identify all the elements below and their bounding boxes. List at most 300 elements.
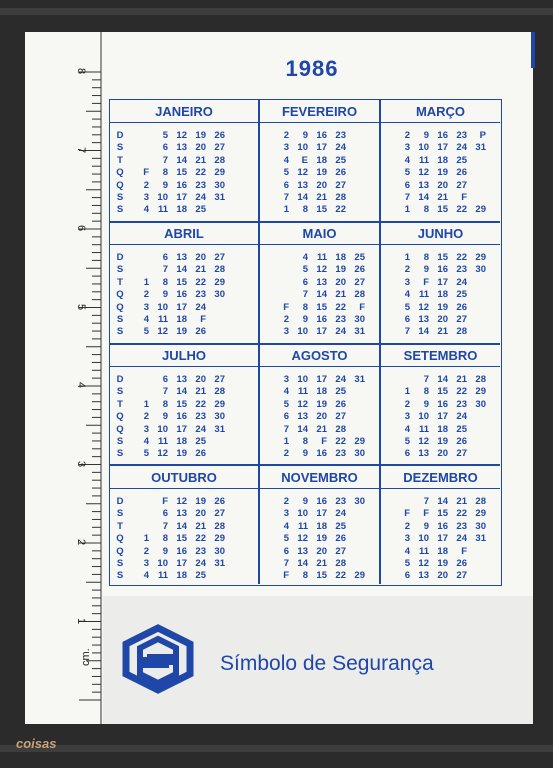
day-number: 24: [335, 508, 346, 520]
day-number: 31: [214, 423, 225, 435]
day-number: F: [423, 276, 429, 288]
day-number: 21: [195, 154, 206, 166]
day-number: 22: [335, 301, 346, 313]
day-number: 6: [283, 411, 289, 423]
weekday-letter: S: [116, 326, 124, 338]
day-number: 27: [335, 411, 346, 423]
day-number: 30: [354, 448, 365, 460]
week-row: [270, 521, 365, 533]
week-row: [130, 411, 225, 423]
day-number: 5: [404, 435, 410, 447]
day-number: 20: [195, 252, 206, 263]
day-number: 15: [437, 508, 448, 520]
day-number: 3: [283, 374, 289, 385]
week-row: [270, 289, 365, 301]
day-number: 16: [316, 496, 327, 507]
ruler-unit: cm.: [80, 648, 92, 666]
day-number: 25: [456, 154, 467, 166]
week-row: [130, 192, 225, 204]
day-number: 8: [423, 386, 429, 398]
day-number: 4: [404, 289, 410, 301]
day-number: 10: [297, 374, 308, 385]
day-number: 30: [214, 289, 225, 301]
day-number: 3: [283, 508, 289, 520]
week-row: [270, 436, 365, 448]
day-number: 13: [176, 508, 187, 520]
day-number: 30: [475, 398, 486, 410]
day-numbers: [270, 496, 365, 583]
day-number: 4: [404, 154, 410, 166]
week-row: [270, 155, 365, 167]
day-number: 20: [316, 411, 327, 423]
weekday-column: [110, 252, 130, 339]
weekday-letter: S: [116, 191, 124, 203]
day-number: 14: [176, 386, 187, 398]
day-number: 27: [214, 252, 225, 263]
ruler-label: 6: [75, 225, 87, 232]
week-row: [130, 314, 225, 326]
day-number: 22: [195, 398, 206, 410]
day-number: 9: [423, 264, 429, 276]
day-number: 21: [437, 191, 448, 203]
month-name: MARÇO: [381, 101, 500, 123]
day-number: 8: [302, 435, 308, 447]
day-number: 6: [162, 374, 168, 385]
day-number: 17: [316, 374, 327, 385]
day-number: 5: [302, 264, 308, 276]
week-row: [391, 277, 486, 289]
day-number: 31: [475, 533, 486, 545]
day-number: 21: [195, 520, 206, 532]
day-number: 11: [418, 154, 429, 166]
week-row: [391, 326, 486, 338]
month-name: AGOSTO: [260, 345, 379, 367]
day-number: 28: [214, 154, 225, 166]
month-name: JANEIRO: [110, 101, 258, 123]
week-row: [130, 204, 225, 216]
brand-tagline: Símbolo de Segurança: [220, 652, 434, 675]
day-number: 13: [176, 374, 187, 385]
day-number: 17: [176, 301, 187, 313]
day-number: E: [301, 154, 308, 166]
day-number: 9: [302, 130, 308, 141]
day-number: 12: [176, 130, 187, 141]
week-row: [391, 436, 486, 448]
day-number: 26: [214, 496, 225, 507]
day-number: 12: [297, 533, 308, 545]
day-number: 12: [176, 496, 187, 507]
day-number: 9: [302, 496, 308, 507]
day-number: 26: [456, 167, 467, 179]
day-number: 18: [316, 386, 327, 398]
week-row: [391, 180, 486, 192]
day-number: 31: [354, 326, 365, 338]
day-number: 24: [195, 423, 206, 435]
week-row: [270, 204, 365, 216]
day-number: 28: [335, 191, 346, 203]
day-number: 2: [404, 264, 410, 276]
day-number: F: [283, 301, 289, 313]
day-number: 12: [418, 167, 429, 179]
day-number: 9: [162, 545, 168, 557]
day-number: 29: [354, 570, 365, 582]
day-number: 26: [335, 398, 346, 410]
day-number: 16: [437, 398, 448, 410]
week-row: [270, 326, 365, 338]
day-number: 20: [437, 313, 448, 325]
day-number: 3: [283, 142, 289, 154]
week-row: [391, 496, 486, 508]
day-number: 26: [195, 448, 206, 460]
day-number: 8: [162, 398, 168, 410]
day-number: 18: [176, 570, 187, 582]
day-number: 20: [335, 276, 346, 288]
day-number: 26: [456, 301, 467, 313]
day-number: 7: [283, 423, 289, 435]
weekday-letter: Q: [116, 411, 124, 423]
day-number: 13: [297, 179, 308, 191]
day-number: 4: [283, 520, 289, 532]
day-number: 6: [283, 179, 289, 191]
week-row: [270, 277, 365, 289]
day-number: 12: [297, 398, 308, 410]
day-number: 10: [297, 326, 308, 338]
day-number: 7: [162, 154, 168, 166]
weekday-letter: Q: [116, 423, 124, 435]
week-row: [130, 570, 225, 582]
day-number: 28: [214, 386, 225, 398]
week-row: [391, 399, 486, 411]
weekday-letter: D: [116, 130, 124, 141]
day-number: 10: [297, 508, 308, 520]
day-number: 10: [157, 191, 168, 203]
day-number: 26: [456, 557, 467, 569]
day-number: 12: [316, 264, 327, 276]
day-number: 16: [316, 130, 327, 141]
week-row: [130, 448, 225, 460]
day-number: 8: [162, 167, 168, 179]
day-number: F: [283, 570, 289, 582]
day-number: 1: [404, 252, 410, 263]
day-number: F: [404, 508, 410, 520]
weekday-letter: D: [116, 252, 124, 263]
weekday-letter: S: [116, 570, 124, 582]
day-number: 21: [316, 191, 327, 203]
day-number: 30: [214, 545, 225, 557]
day-number: 1: [143, 276, 149, 288]
day-number: 29: [475, 252, 486, 263]
day-number: 24: [335, 374, 346, 385]
ruler-label: 7: [75, 146, 87, 153]
day-number: 3: [283, 326, 289, 338]
day-number: 22: [195, 167, 206, 179]
day-number: 8: [162, 276, 168, 288]
week-row: [270, 130, 365, 142]
day-number: 8: [302, 570, 308, 582]
day-number: 22: [335, 570, 346, 582]
weekday-letter: S: [116, 557, 124, 569]
day-number: 25: [195, 204, 206, 216]
day-number: 3: [404, 142, 410, 154]
edge-mark: [531, 32, 535, 68]
week-row: [270, 252, 365, 264]
day-number: 28: [335, 557, 346, 569]
day-number: 19: [316, 533, 327, 545]
day-number: 21: [316, 557, 327, 569]
weekday-letter: D: [116, 374, 124, 385]
day-number: 7: [423, 374, 429, 385]
day-number: 22: [195, 276, 206, 288]
day-number: 4: [143, 435, 149, 447]
day-number: 29: [475, 204, 486, 216]
day-number: 17: [176, 557, 187, 569]
day-number: 20: [195, 374, 206, 385]
day-number: 7: [302, 289, 308, 301]
week-row: [130, 508, 225, 520]
day-number: 18: [437, 545, 448, 557]
day-number: 11: [157, 313, 168, 325]
day-number: 30: [214, 179, 225, 191]
day-number: 19: [335, 264, 346, 276]
week-row: [130, 130, 225, 142]
day-number: 1: [143, 533, 149, 545]
weekday-letter: S: [116, 435, 124, 447]
day-number: 26: [214, 130, 225, 141]
day-number: 8: [302, 301, 308, 313]
day-number: 4: [404, 545, 410, 557]
weekday-letter: S: [116, 264, 124, 276]
day-number: 2: [404, 520, 410, 532]
day-number: 25: [354, 252, 365, 263]
day-number: 1: [404, 204, 410, 216]
day-number: 12: [157, 326, 168, 338]
weekday-letter: S: [116, 204, 124, 216]
day-number: 7: [404, 326, 410, 338]
day-number: 19: [316, 398, 327, 410]
day-number: 14: [297, 557, 308, 569]
day-number: 22: [456, 386, 467, 398]
day-number: 18: [335, 252, 346, 263]
week-row: [270, 546, 365, 558]
day-number: 25: [195, 435, 206, 447]
day-number: 10: [157, 557, 168, 569]
day-number: 28: [456, 326, 467, 338]
day-number: 23: [195, 179, 206, 191]
day-number: 12: [297, 167, 308, 179]
day-number: 6: [404, 448, 410, 460]
day-number: 18: [437, 423, 448, 435]
week-row: [391, 155, 486, 167]
day-number: 24: [456, 142, 467, 154]
day-number: 30: [354, 496, 365, 507]
day-number: 18: [176, 435, 187, 447]
day-number: 16: [316, 313, 327, 325]
day-numbers: [391, 374, 486, 461]
ruler-label: 8: [75, 68, 87, 75]
day-number: 19: [195, 496, 206, 507]
day-number: 20: [437, 448, 448, 460]
day-number: 5: [404, 301, 410, 313]
day-numbers: [391, 130, 486, 217]
day-number: 7: [283, 557, 289, 569]
weekday-letter: Q: [116, 301, 124, 313]
day-number: 8: [162, 533, 168, 545]
day-number: 1: [143, 398, 149, 410]
day-number: 2: [283, 130, 289, 141]
week-row: [391, 302, 486, 314]
day-number: 9: [423, 520, 429, 532]
week-row: [391, 533, 486, 545]
day-number: 9: [423, 398, 429, 410]
day-number: 15: [176, 398, 187, 410]
week-row: [270, 558, 365, 570]
day-number: 24: [335, 142, 346, 154]
week-row: [270, 374, 365, 386]
month-dezembro: [381, 466, 500, 587]
day-number: 2: [283, 313, 289, 325]
week-row: [391, 508, 486, 520]
day-number: 23: [195, 411, 206, 423]
day-number: 16: [176, 289, 187, 301]
day-number: 23: [335, 496, 346, 507]
day-number: 15: [176, 533, 187, 545]
weekday-letter: S: [116, 386, 124, 398]
day-number: 6: [404, 570, 410, 582]
day-number: 29: [475, 386, 486, 398]
day-number: 13: [176, 252, 187, 263]
day-number: 10: [418, 411, 429, 423]
day-number: 15: [437, 386, 448, 398]
day-number: 16: [437, 520, 448, 532]
day-number: 24: [195, 301, 206, 313]
day-number: 20: [437, 179, 448, 191]
day-number: 15: [316, 301, 327, 313]
week-row: [391, 521, 486, 533]
week-row: [391, 374, 486, 386]
day-number: 21: [195, 386, 206, 398]
day-number: 2: [283, 496, 289, 507]
weekday-letter: S: [116, 508, 124, 520]
day-number: 26: [335, 167, 346, 179]
day-number: 27: [214, 142, 225, 154]
day-number: 11: [297, 386, 308, 398]
week-row: [130, 521, 225, 533]
day-numbers: [391, 496, 486, 583]
day-number: 24: [335, 326, 346, 338]
day-number: 5: [283, 533, 289, 545]
day-number: 21: [335, 289, 346, 301]
ruler-label: 2: [75, 539, 87, 546]
day-number: 11: [316, 252, 327, 263]
day-number: 2: [143, 411, 149, 423]
weekday-letter: Q: [116, 533, 124, 545]
month-name: SETEMBRO: [381, 345, 500, 367]
day-number: 23: [456, 264, 467, 276]
day-number: 27: [456, 179, 467, 191]
day-number: 15: [437, 252, 448, 263]
day-number: 18: [176, 204, 187, 216]
week-row: [391, 204, 486, 216]
day-number: 28: [335, 423, 346, 435]
day-number: 16: [176, 545, 187, 557]
day-number: 2: [143, 289, 149, 301]
day-number: 6: [283, 545, 289, 557]
day-number: 3: [404, 533, 410, 545]
weekday-letter: Q: [116, 167, 124, 179]
day-number: 17: [316, 326, 327, 338]
day-number: 29: [214, 167, 225, 179]
month-julho: [110, 344, 258, 465]
day-number: 19: [195, 130, 206, 141]
weekday-column: [110, 496, 130, 583]
day-number: 7: [162, 386, 168, 398]
day-number: 17: [437, 411, 448, 423]
day-number: 3: [143, 301, 149, 313]
day-number: 3: [404, 276, 410, 288]
day-number: 25: [335, 154, 346, 166]
day-numbers: [130, 374, 225, 461]
day-number: 6: [404, 179, 410, 191]
day-number: 6: [162, 508, 168, 520]
week-row: [391, 264, 486, 276]
weekday-letter: D: [116, 496, 124, 507]
day-number: 19: [437, 301, 448, 313]
day-number: 12: [418, 301, 429, 313]
day-number: 4: [283, 386, 289, 398]
day-numbers: [130, 252, 225, 339]
day-number: 27: [456, 448, 467, 460]
day-number: 21: [456, 496, 467, 507]
day-number: 5: [143, 448, 149, 460]
week-row: [130, 424, 225, 436]
day-number: 5: [143, 326, 149, 338]
month-name: NOVEMBRO: [260, 467, 379, 489]
day-number: 9: [423, 130, 429, 141]
day-number: 7: [162, 264, 168, 276]
weekday-letter: Q: [116, 289, 124, 301]
day-number: 29: [354, 435, 365, 447]
week-row: [391, 167, 486, 179]
week-row: [270, 496, 365, 508]
day-number: 28: [354, 289, 365, 301]
week-row: [270, 533, 365, 545]
day-number: 10: [418, 533, 429, 545]
week-row: [270, 508, 365, 520]
month-janeiro: [110, 100, 258, 221]
day-number: 19: [176, 326, 187, 338]
week-row: [270, 302, 365, 314]
day-number: 2: [283, 448, 289, 460]
day-number: 22: [456, 204, 467, 216]
day-number: 14: [297, 423, 308, 435]
day-number: 11: [157, 435, 168, 447]
week-row: [270, 180, 365, 192]
week-row: [130, 167, 225, 179]
week-row: [130, 326, 225, 338]
month-agosto: [260, 344, 379, 465]
day-number: 11: [157, 204, 168, 216]
day-number: 27: [456, 570, 467, 582]
day-number: 14: [418, 191, 429, 203]
day-number: 18: [316, 520, 327, 532]
weekday-letter: T: [117, 276, 123, 288]
day-number: 4: [143, 570, 149, 582]
day-number: 15: [316, 570, 327, 582]
day-number: 14: [176, 520, 187, 532]
day-number: 7: [423, 496, 429, 507]
day-number: 7: [404, 191, 410, 203]
day-number: 1: [404, 386, 410, 398]
